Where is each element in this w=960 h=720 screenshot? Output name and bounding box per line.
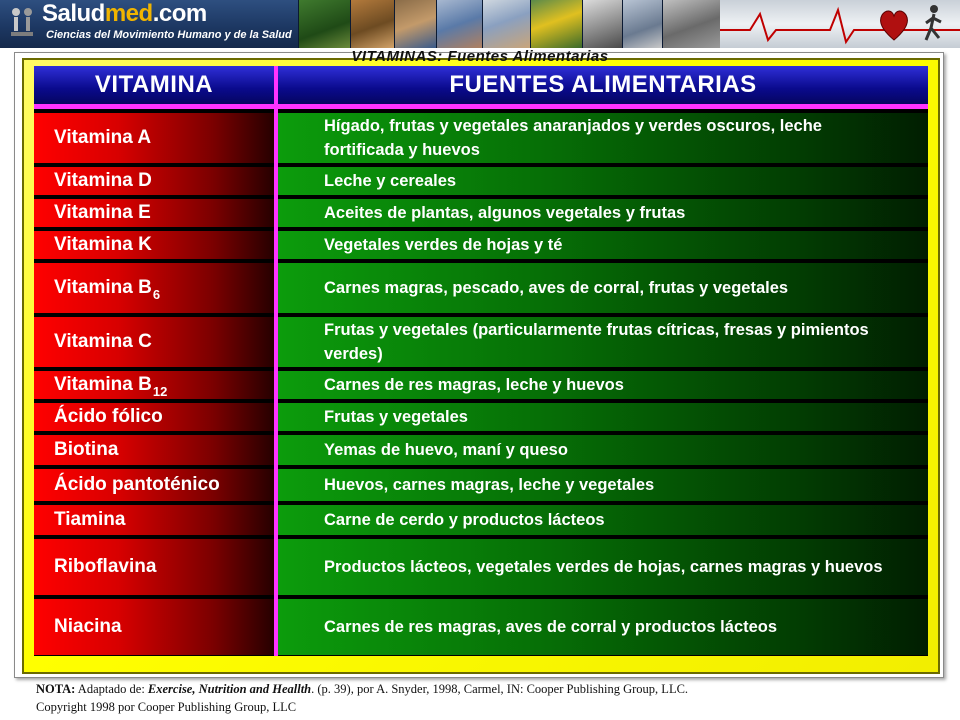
food-sources: Hígado, frutas y vegetales anaranjados y verdes oscuros, leche fortificada y huevos bbox=[278, 113, 928, 163]
vitamin-name: Vitamina K bbox=[34, 231, 274, 259]
photo-thumbnail bbox=[582, 0, 622, 48]
food-sources: Carnes de res magras, aves de corral y productos lácteos bbox=[278, 599, 928, 655]
food-sources: Leche y cereales bbox=[278, 167, 928, 195]
food-sources: Huevos, carnes magras, leche y vegetales bbox=[278, 469, 928, 501]
note-text: Adaptado de: bbox=[75, 682, 148, 696]
table-row bbox=[34, 435, 928, 465]
food-sources: Carnes magras, pescado, aves de corral, frutas y vegetales bbox=[278, 263, 928, 313]
site-banner bbox=[0, 0, 960, 48]
vitamin-name: Vitamina D bbox=[34, 167, 274, 195]
vitamin-name: Vitamina A bbox=[34, 113, 274, 163]
photo-thumbnail bbox=[622, 0, 662, 48]
photo-thumbnail bbox=[530, 0, 582, 48]
stick-figures-logo-icon bbox=[6, 4, 38, 44]
vitamin-name: Vitamina B 12 bbox=[34, 371, 274, 399]
vitamin-subscript: 12 bbox=[152, 383, 168, 399]
table-row bbox=[34, 469, 928, 501]
vitamin-name: Riboflavina bbox=[34, 539, 274, 595]
vitamin-table bbox=[34, 66, 928, 656]
note-book-title: Exercise, Nutrition and Heallth bbox=[147, 682, 312, 696]
table-row bbox=[34, 505, 928, 535]
note-line-2: Copyright 1998 por Cooper Publishing Group, LLC bbox=[36, 700, 297, 714]
vitamin-subscript: 6 bbox=[152, 286, 161, 302]
slide-subtitle: VITAMINAS: Fuentes Alimentarias bbox=[351, 48, 609, 65]
food-sources: Vegetales verdes de hojas y té bbox=[278, 231, 928, 259]
table-row bbox=[34, 231, 928, 259]
table-row bbox=[34, 539, 928, 595]
table-row bbox=[34, 599, 928, 655]
vitamin-name: Vitamina B 6 bbox=[34, 263, 274, 313]
header-fuentes-alimentarias: FUENTES ALIMENTARIAS bbox=[278, 66, 928, 104]
photo-thumbnail bbox=[394, 0, 436, 48]
brand-tagline: Ciencias del Movimiento Humano y de la Salud bbox=[46, 29, 292, 41]
table-row bbox=[34, 317, 928, 367]
table-row bbox=[34, 403, 928, 431]
table-row bbox=[34, 199, 928, 227]
source-note bbox=[36, 680, 946, 716]
vitamin-name: Ácido fólico bbox=[34, 403, 274, 431]
table-row bbox=[34, 263, 928, 313]
vitamin-name: Vitamina C bbox=[34, 317, 274, 367]
photo-thumbnail bbox=[482, 0, 530, 48]
vitamin-name: Vitamina E bbox=[34, 199, 274, 227]
heartbeat-graphic bbox=[720, 0, 960, 48]
photo-thumbnail bbox=[298, 0, 350, 48]
table-row bbox=[34, 167, 928, 195]
food-sources: Productos lácteos, vegetales verdes de hojas, carnes magras y huevos bbox=[278, 539, 928, 595]
note-text: . (p. 39), por A. Snyder, 1998, Carmel, IN: Cooper Publishing Group, LLC. bbox=[311, 682, 689, 696]
brand-name[interactable]: Saludmed.com bbox=[42, 0, 207, 27]
note-line-1 bbox=[36, 680, 946, 698]
food-sources: Yemas de huevo, maní y queso bbox=[278, 435, 928, 465]
food-sources: Frutas y vegetales bbox=[278, 403, 928, 431]
header-divider bbox=[34, 104, 928, 109]
photo-thumbnail bbox=[662, 0, 720, 48]
food-sources: Aceites de plantas, algunos vegetales y frutas bbox=[278, 199, 928, 227]
food-sources: Frutas y vegetales (particularmente frutas cítricas, fresas y pimientos verdes) bbox=[278, 317, 928, 367]
header-vitamina: VITAMINA bbox=[34, 66, 274, 104]
note-label: NOTA: bbox=[36, 682, 76, 696]
food-sources: Carnes de res magras, leche y huevos bbox=[278, 371, 928, 399]
heart-icon bbox=[881, 11, 908, 40]
vitamin-name: Niacina bbox=[34, 599, 274, 655]
table-row bbox=[34, 371, 928, 399]
photo-thumbnail bbox=[436, 0, 482, 48]
table-row bbox=[34, 113, 928, 163]
vitamin-name: Ácido pantoténico bbox=[34, 469, 274, 501]
runner-icon bbox=[926, 5, 941, 40]
vitamin-name: Biotina bbox=[34, 435, 274, 465]
photo-thumbnail bbox=[350, 0, 394, 48]
food-sources: Carne de cerdo y productos lácteos bbox=[278, 505, 928, 535]
vitamin-name: Tiamina bbox=[34, 505, 274, 535]
